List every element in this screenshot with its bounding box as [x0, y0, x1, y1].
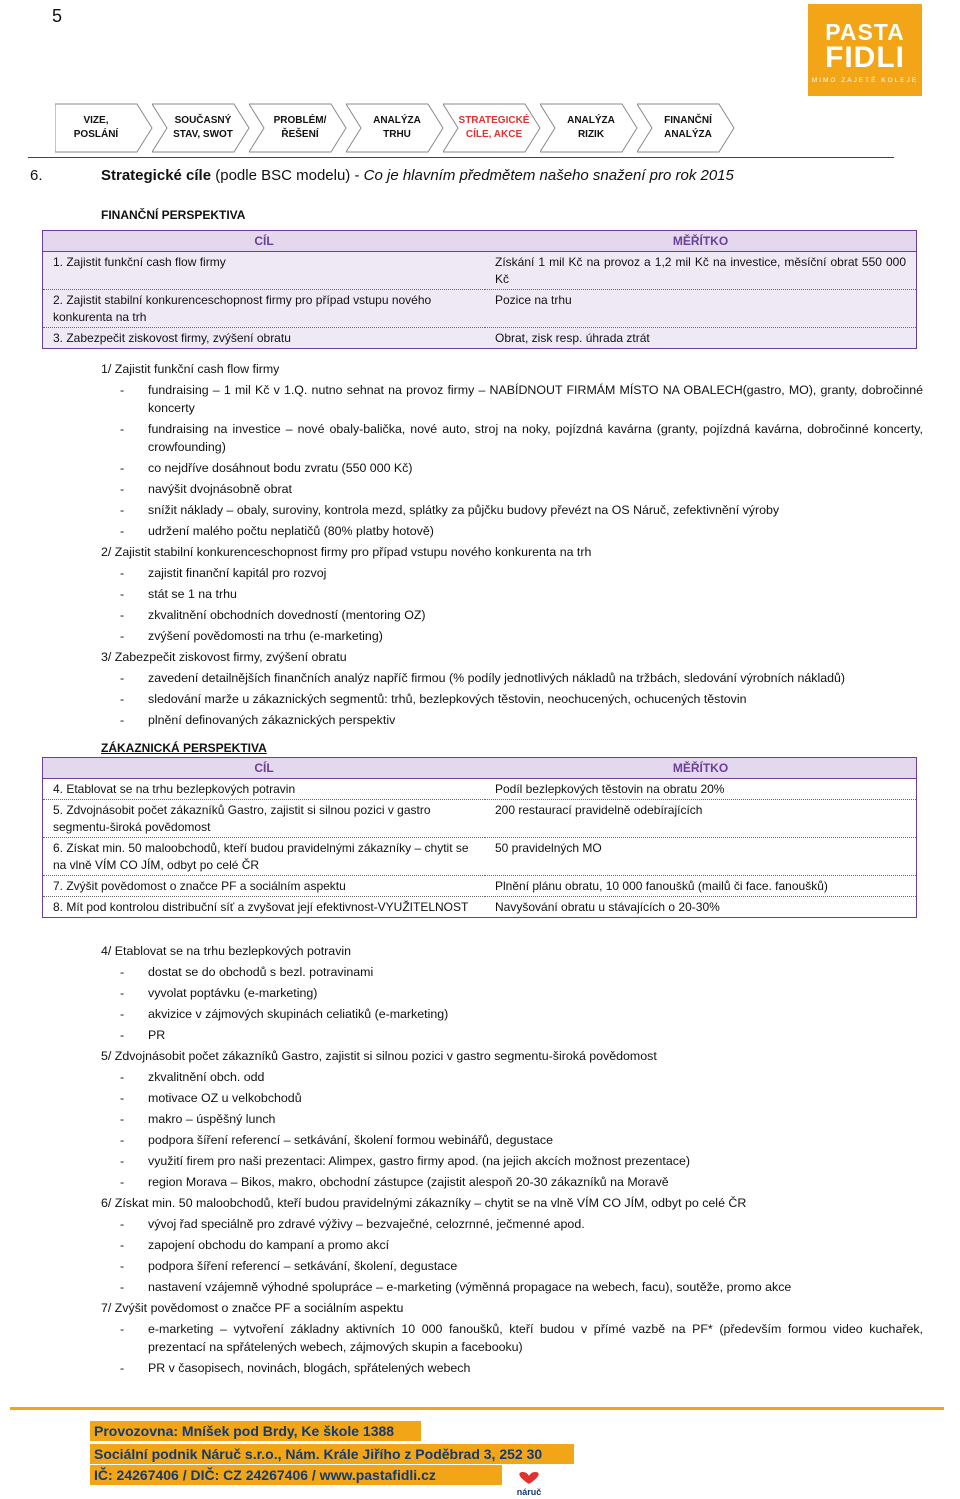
- goal-cell: 8. Mít pod kontrolou distribuční síť a zvyšovat její efektivnost-VYUŽITELNOST: [43, 897, 486, 918]
- list-item: [101, 1067, 923, 1088]
- list-item-text: zkvalitnění obchodních dovedností (mentoring OZ): [148, 608, 426, 622]
- dash-bullet: -: [120, 713, 125, 727]
- table-row: [43, 876, 917, 897]
- dash-bullet: -: [120, 1154, 125, 1168]
- logo-line-1: PASTA: [825, 19, 905, 45]
- dash-bullet: -: [120, 1322, 125, 1336]
- list-item: [101, 1109, 923, 1130]
- goal-heading: 3/ Zabezpečit ziskovost firmy, zvýšení obratu: [101, 650, 347, 664]
- goal-cell: 4. Etablovat se na trhu bezlepkových potravin: [43, 779, 486, 800]
- footer-rule: [10, 1407, 944, 1410]
- logo-tagline: MIMO ZAJETÉ KOLEJE: [811, 77, 919, 84]
- list-item: [101, 1256, 923, 1277]
- goal-cell: 7. Zvýšit povědomost o značce PF a sociálním aspektu: [43, 876, 486, 897]
- list-item-text: akvizice v zájmových skupinách celiatiků (e-marketing): [148, 1007, 449, 1021]
- measure-cell: Navyšování obratu u stávajících o 20-30%: [485, 897, 917, 918]
- dash-bullet: -: [120, 1112, 125, 1126]
- list-item-text: makro – úspěšný lunch: [148, 1112, 276, 1126]
- dash-bullet: -: [120, 566, 125, 580]
- dash-bullet: -: [120, 1070, 125, 1084]
- goal-cell: 3. Zabezpečit ziskovost firmy, zvýšení obratu: [43, 328, 486, 349]
- list-item-text: vývoj řad speciálně pro zdravé výživy – bezvaječné, celozrnné, ječmenné apod.: [148, 1217, 585, 1231]
- nav-step-2[interactable]: [152, 103, 250, 153]
- dash-bullet: -: [120, 671, 125, 685]
- dash-bullet: -: [120, 461, 125, 475]
- list-item: [101, 563, 923, 584]
- table-row: [43, 779, 917, 800]
- nav-step-label: [259, 103, 341, 153]
- footer-ids-web: IČ: 24267406 / DIČ: CZ 24267406 / www.pastafidli.cz: [90, 1465, 502, 1485]
- measure-cell: Pozice na trhu: [485, 290, 917, 328]
- dash-bullet: -: [120, 1028, 125, 1042]
- table-row: [43, 252, 917, 290]
- table-header-row: [43, 231, 917, 252]
- nav-step-label: [453, 103, 535, 153]
- dash-bullet: -: [120, 503, 125, 517]
- list-item: [101, 605, 923, 626]
- list-item: [101, 626, 923, 647]
- dash-bullet: -: [120, 1175, 125, 1189]
- list-item: [101, 1151, 923, 1172]
- list-item: [101, 458, 923, 479]
- list-item-text: snížit náklady – obaly, suroviny, kontrola mezd, splátky za půjčku budovy převézt na OS Náruč, zefektivnění výroby: [148, 503, 780, 517]
- list-item: [101, 584, 923, 605]
- nav-step-label: [356, 103, 438, 153]
- nav-step-line1: VIZE,: [83, 115, 109, 126]
- nav-step-1[interactable]: [55, 103, 153, 153]
- nav-step-label: [647, 103, 729, 153]
- naruc-brand: náruč: [516, 1487, 542, 1497]
- measure-cell: Plnění plánu obratu, 10 000 fanoušků (mailů či face. fanoušků): [485, 876, 917, 897]
- nav-step-4[interactable]: [346, 103, 444, 153]
- list-item: [101, 962, 923, 983]
- nav-step-line2: RIZIK: [577, 129, 605, 140]
- table-row: [43, 897, 917, 918]
- column-header-goal: CÍL: [43, 231, 486, 252]
- goal-heading: 1/ Zajistit funkční cash flow firmy: [101, 362, 280, 376]
- dash-bullet: -: [120, 1361, 125, 1375]
- list-item: [101, 1088, 923, 1109]
- nav-step-line1: PROBLÉM/: [273, 115, 327, 126]
- measure-cell: 200 restaurací pravidelně odebírajících: [485, 800, 917, 838]
- goal-cell: 5. Zdvojnásobit počet zákazníků Gastro, zajistit si silnou pozici v gastro segmentu-široká povědomost: [43, 800, 486, 838]
- list-item-text: využití firem pro naši prezentaci: Alimpex, gastro firmy apod. (na jejich akcích možnost prezentace): [148, 1154, 690, 1168]
- dash-bullet: -: [120, 524, 125, 538]
- list-item-text: nastavení vzájemně výhodné spolupráce – e-marketing (výměnná propagace na webech, facu), soutěže, promo akce: [148, 1280, 792, 1294]
- list-item: [101, 479, 923, 500]
- footer: [0, 1407, 960, 1499]
- list-item-text: stát se 1 na trhu: [148, 587, 237, 601]
- financial-details: [101, 359, 923, 731]
- list-item: [101, 983, 923, 1004]
- column-header-measure: MĚŘÍTKO: [485, 231, 917, 252]
- list-item-text: zkvalitnění obch. odd: [148, 1070, 265, 1084]
- list-item: [101, 668, 923, 689]
- naruc-logo: [507, 1471, 551, 1497]
- table-row: [43, 800, 917, 838]
- dash-bullet: -: [120, 1217, 125, 1231]
- list-item-text: plnění definovaných zákaznických perspektiv: [148, 713, 396, 727]
- column-header-measure: MĚŘÍTKO: [485, 758, 917, 779]
- dash-bullet: -: [120, 1007, 125, 1021]
- list-item-text: zavedení detailnějších finančních analýz napříč firmou (% podíly jednotlivých nákladů na tržbách, sledování výrobních nákladů): [148, 671, 846, 685]
- financial-perspective-label: FINANČNÍ PERSPEKTIVA: [101, 208, 246, 222]
- goal-cell: 6. Získat min. 50 maloobchodů, kteří budou pravidelnými zákazníky – chytit se na vlně VÍM CO JÍM, odbyt po celé ČR: [43, 838, 486, 876]
- list-item: [101, 1277, 923, 1298]
- goal-heading: 7/ Zvýšit povědomost o značce PF a sociálním aspektu: [101, 1301, 404, 1315]
- measure-cell: Podíl bezlepkových těstovin na obratu 20%: [485, 779, 917, 800]
- list-item-text: podpora šíření referencí – setkávání, školení, degustace: [148, 1259, 458, 1273]
- nav-step-label: [550, 103, 632, 153]
- nav-step-line1: SOUČASNÝ: [174, 115, 232, 126]
- footer-address: Provozovna: Mníšek pod Brdy, Ke škole 1388: [90, 1421, 421, 1441]
- list-item-text: podpora šíření referencí – setkávání, školení formou webinářů, degustace: [148, 1133, 553, 1147]
- goal-cell: 2. Zajistit stabilní konkurenceschopnost firmy pro případ vstupu nového konkurenta na trh: [43, 290, 486, 328]
- list-item: [101, 1130, 923, 1151]
- list-item: [101, 1172, 923, 1193]
- customer-perspective-label: ZÁKAZNICKÁ PERSPEKTIVA: [101, 741, 267, 755]
- list-item: [101, 1004, 923, 1025]
- table-row: [43, 290, 917, 328]
- list-item-text: e-marketing – vytvoření základny aktivních 10 000 fanoušků, kteří budou v přímé vazbě na PF* (především formou video kuchařek, prezentací na spřátelených webech, zájmových skupin a facebooku): [148, 1322, 923, 1354]
- nav-step-line1: FINANČNÍ: [664, 115, 712, 126]
- list-item: [101, 500, 923, 521]
- list-item: [101, 689, 923, 710]
- list-item-text: motivace OZ u velkobchodů: [148, 1091, 302, 1105]
- header-divider: [28, 157, 894, 158]
- nav-step-line2: TRHU: [383, 129, 411, 140]
- column-header-goal: CÍL: [43, 758, 486, 779]
- dash-bullet: -: [120, 608, 125, 622]
- section-title-rest: (podle BSC modelu) -: [211, 167, 364, 184]
- footer-company: Sociální podnik Náruč s.r.o., Nám. Krále Jiřího z Poděbrad 3, 252 30: [90, 1444, 574, 1464]
- dash-bullet: -: [120, 1091, 125, 1105]
- section-title-italic: Co je hlavním předmětem našeho snažení pro rok 2015: [363, 167, 734, 184]
- list-item: [101, 1025, 923, 1046]
- dash-bullet: -: [120, 1280, 125, 1294]
- goal-cell: 1. Zajistit funkční cash flow firmy: [43, 252, 486, 290]
- nav-step-line1: ANALÝZA: [373, 115, 421, 126]
- dash-bullet: -: [120, 482, 125, 496]
- section-number: 6.: [30, 167, 43, 184]
- table-row: [43, 328, 917, 349]
- table-header-row: [43, 758, 917, 779]
- goal-heading: 2/ Zajistit stabilní konkurenceschopnost firmy pro případ vstupu nového konkurenta na trh: [101, 545, 592, 559]
- list-item-text: fundraising – 1 mil Kč v 1.Q. nutno sehnat na provoz firmy – NABÍDNOUT FIRMÁM MÍSTO NA OBALECH(gastro, MO), granty, dobročinné koncerty: [148, 383, 923, 415]
- list-item: [101, 419, 923, 458]
- goal-heading: 4/ Etablovat se na trhu bezlepkových potravin: [101, 944, 352, 958]
- nav-step-line1: ANALÝZA: [567, 115, 615, 126]
- nav-step-7[interactable]: [637, 103, 735, 153]
- dash-bullet: -: [120, 587, 125, 601]
- nav-step-line2: ANALÝZA: [664, 129, 712, 140]
- list-item: [101, 1235, 923, 1256]
- measure-cell: Obrat, zisk resp. úhrada ztrát: [485, 328, 917, 349]
- table-row: [43, 838, 917, 876]
- list-item-text: fundraising na investice – nové obaly-balička, nové auto, stroj na noky, pojízdná kavárna (granty, pojízdná kavárna, dobročinné koncerty, crowfounding): [148, 422, 923, 454]
- goal-heading: 5/ Zdvojnásobit počet zákazníků Gastro, zajistit si silnou pozici v gastro segmentu-široká povědomost: [101, 1049, 657, 1063]
- pasta-fidli-logo: [808, 4, 922, 96]
- section-title-bold: Strategické cíle: [101, 167, 212, 184]
- section-heading: [30, 167, 734, 184]
- customer-details: [101, 941, 923, 1379]
- dash-bullet: -: [120, 1133, 125, 1147]
- goal-heading: 6/ Získat min. 50 maloobchodů, kteří budou pravidelnými zákazníky – chytit se na vlně VÍM CO JÍM, odbyt po celé ČR: [101, 1196, 747, 1210]
- list-item-text: co nejdříve dosáhnout bodu zvratu (550 000 Kč): [148, 461, 413, 475]
- list-item-text: sledování marže u zákaznických segmentů: trhů, bezlepkových těstovin, neochucených, ochucených těstovin: [148, 692, 747, 706]
- customer-goals-table: [42, 757, 917, 918]
- nav-step-line2: CÍLE, AKCE: [465, 129, 523, 140]
- list-item: [101, 1358, 923, 1379]
- nav-step-6[interactable]: [540, 103, 638, 153]
- list-item-text: PR v časopisech, novinách, blogách, spřátelených webech: [148, 1361, 471, 1375]
- dash-bullet: -: [120, 692, 125, 706]
- dash-bullet: -: [120, 383, 125, 397]
- financial-goals-table: [42, 230, 917, 349]
- list-item: [101, 710, 923, 731]
- dash-bullet: -: [120, 1238, 125, 1252]
- list-item-text: udržení malého počtu neplatičů (80% platby hotově): [148, 524, 434, 538]
- heart-icon: [514, 1471, 544, 1485]
- dash-bullet: -: [120, 986, 125, 1000]
- measure-cell: Získání 1 mil Kč na provoz a 1,2 mil Kč na investice, měsíční obrat 550 000 Kč: [485, 252, 917, 290]
- list-item: [101, 1214, 923, 1235]
- dash-bullet: -: [120, 422, 125, 436]
- dash-bullet: -: [120, 1259, 125, 1273]
- dash-bullet: -: [120, 965, 125, 979]
- list-item-text: vyvolat poptávku (e-marketing): [148, 986, 318, 1000]
- list-item-text: region Morava – Bikos, makro, obchodní zástupce (zajistit alespoň 20-30 zákazníků na Moravě: [148, 1175, 669, 1189]
- list-item: [101, 380, 923, 419]
- list-item-text: PR: [148, 1028, 166, 1042]
- list-item-text: zajistit finanční kapitál pro rozvoj: [148, 566, 327, 580]
- list-item-text: navýšit dvojnásobně obrat: [148, 482, 292, 496]
- nav-step-line2: STAV, SWOT: [173, 129, 233, 140]
- dash-bullet: -: [120, 629, 125, 643]
- list-item: [101, 521, 923, 542]
- list-item: [101, 1319, 923, 1358]
- nav-step-label: [55, 103, 137, 153]
- measure-cell: 50 pravidelných MO: [485, 838, 917, 876]
- nav-step-5[interactable]: [443, 103, 541, 153]
- list-item-text: zvýšení povědomosti na trhu (e-marketing): [148, 629, 383, 643]
- nav-step-line2: POSLÁNÍ: [73, 129, 119, 140]
- nav-step-label: [162, 103, 244, 153]
- nav-step-3[interactable]: [249, 103, 347, 153]
- logo-line-2: FIDLI: [825, 41, 905, 74]
- nav-step-line2: ŘEŠENÍ: [281, 129, 319, 140]
- page-number: 5: [52, 6, 63, 26]
- list-item-text: zapojení obchodu do kampaní a promo akcí: [148, 1238, 390, 1252]
- nav-step-line1: STRATEGICKÉ: [458, 115, 530, 126]
- list-item-text: dostat se do obchodů s bezl. potravinami: [148, 965, 374, 979]
